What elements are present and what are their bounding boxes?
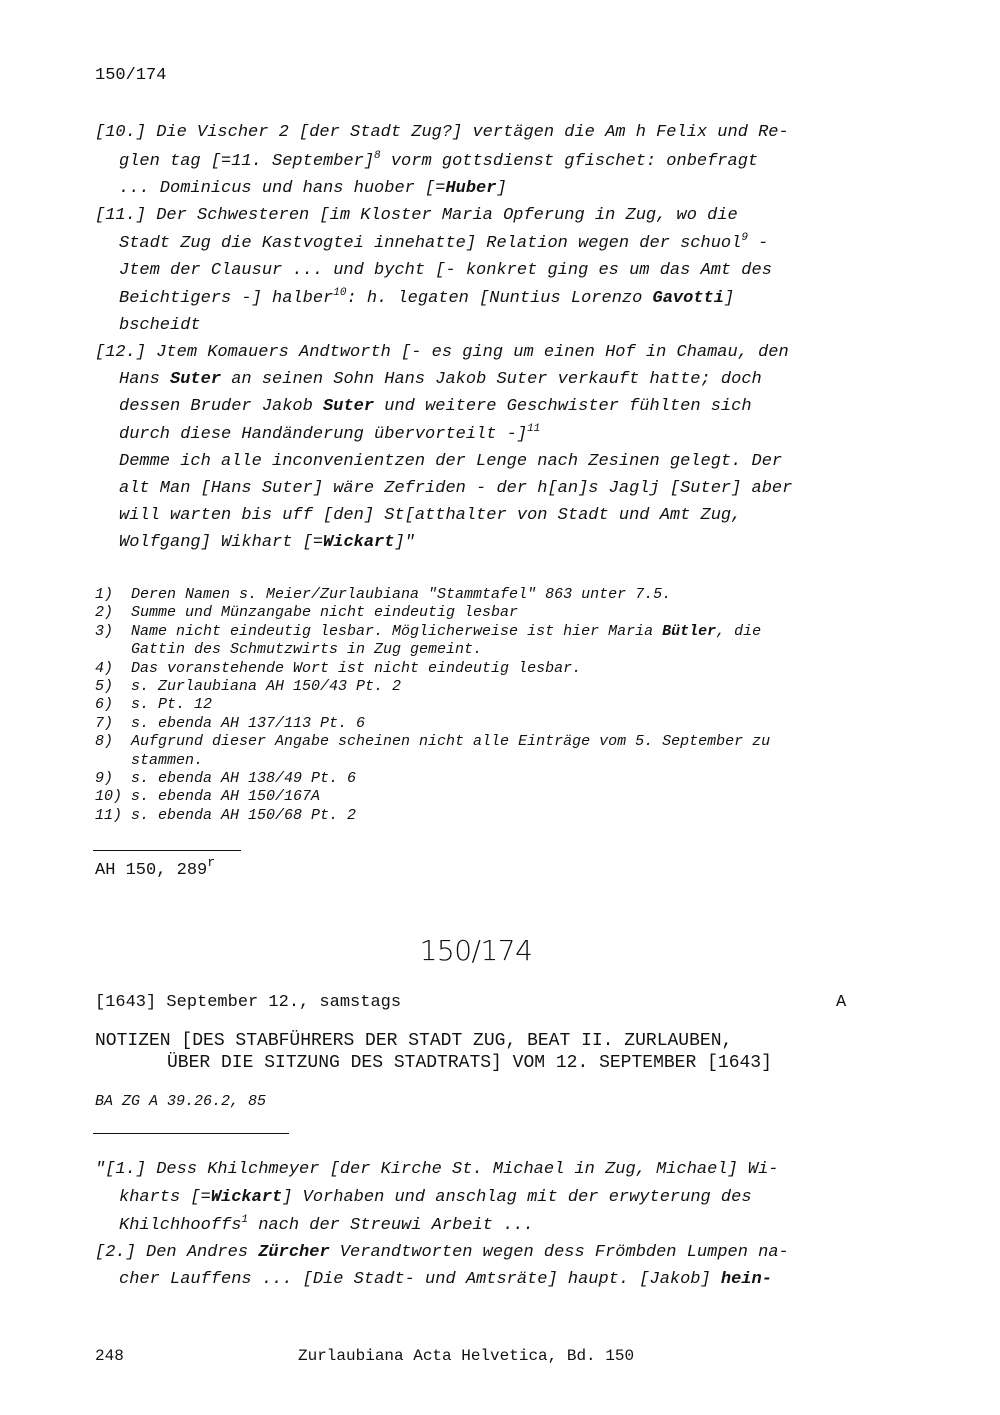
footnote-text [131, 586, 671, 603]
text-run: s. Zurlaubiana AH 150/43 Pt. 2 [131, 678, 402, 695]
text-run: s. ebenda AH 137/113 Pt. 6 [131, 714, 366, 732]
text-run: durch diese Handänderung übervorteilt -] [119, 425, 528, 444]
bold-name: Suter [170, 370, 222, 389]
footnote-text [131, 733, 770, 750]
line-text [119, 506, 741, 525]
bold-name: Zürcher [258, 1243, 330, 1262]
text-run: Aufgrund dieser Angabe scheinen nicht alle Einträge vom 5. September zu [131, 733, 771, 751]
document-date: [1643] September 12., samstags [95, 993, 402, 1012]
text-run: ] Vorhaben und anschlag mit der erwyterung des [282, 1188, 752, 1207]
bold-name: Huber [445, 179, 497, 198]
footnote-number: 3) [95, 622, 114, 640]
text-run: ] [496, 179, 507, 198]
text-run: s. ebenda AH 150/68 Pt. 2 [131, 806, 357, 824]
line-text [119, 452, 782, 471]
text-run: will warten bis uff [den] St[atthalter von Stadt und Amt Zug, [119, 506, 742, 525]
footnote-number: 2) [95, 604, 114, 622]
text-run: : h. legaten [Nuntius Lorenzo [346, 289, 653, 308]
text-run: stammen. [131, 751, 204, 769]
text-run: "[1.] Dess Khilchmeyer [der Kirche St. Michael in Zug, Michael] Wi- [95, 1160, 779, 1179]
text-run: an seinen Sohn Hans Jakob Suter verkauft hatte; doch [221, 370, 762, 389]
document-number: 150/174 [419, 934, 533, 967]
footnote-marker: 8 [374, 150, 381, 162]
line-text [119, 370, 762, 389]
text-run: ] [723, 289, 735, 308]
line-text [95, 206, 738, 225]
document-title-line2: ÜBER DIE SITZUNG DES STADTRATS] VOM 12. SEPTEMBER [1643] [167, 1053, 772, 1073]
text-run: dessen Bruder Jakob [119, 397, 324, 416]
text-run: vorm gottsdienst gfischet: onbefragt [380, 152, 759, 171]
text-run: nach der Streuwi Arbeit ... [248, 1216, 534, 1235]
text-run: Name nicht eindeutig lesbar. Möglicherweise ist hier Maria [131, 622, 663, 640]
footnote-marker: 1 [241, 1214, 249, 1226]
bold-name: Bütler [662, 622, 717, 640]
footnote-number: 9) [95, 770, 114, 787]
text-run: - [747, 234, 769, 253]
reference-rule [93, 850, 241, 851]
text-run: Jtem der Clausur ... und bycht [- konkret ging es um das Amt des [119, 261, 772, 280]
footnote-text [131, 770, 356, 787]
text-run: ... Dominicus und hans huober [= [119, 179, 446, 198]
line-text [119, 152, 758, 171]
text-run: Gattin des Schmutzwirts in Zug gemeint. [131, 641, 483, 659]
footnote-number: 10) [95, 788, 123, 806]
line-text [119, 1216, 534, 1235]
text-run: Das voranstehende Wort ist nicht eindeutig lesbar. [131, 659, 582, 677]
footnote-number: 1) [95, 586, 114, 603]
footnote-text [131, 715, 365, 732]
line-text [95, 1160, 779, 1179]
bold-name: Gavotti [652, 289, 724, 308]
line-text [119, 179, 507, 198]
text-run: cher Lauffens ... [Die Stadt- und Amtsräte] haupt. [Jakob] [119, 1270, 721, 1289]
text-run: Summe und Münzangabe nicht eindeutig lesbar [131, 604, 519, 622]
footnote-text [131, 696, 212, 713]
document-letter: A [836, 993, 847, 1012]
footnote-marker: 10 [333, 287, 347, 299]
text-run: Demme ich alle inconvenientzen der Lenge nach Zesinen gelegt. Der [119, 452, 783, 471]
text-run: Deren Namen s. Meier/Zurlaubiana "Stammtafel" 863 unter 7.5. [131, 586, 672, 603]
footnote-number: 7) [95, 714, 114, 732]
line-text [119, 316, 201, 335]
text-run: Verandtworten wegen dess Frömbden Lumpen na- [329, 1243, 789, 1262]
line-text [119, 425, 540, 444]
line-text [119, 289, 734, 308]
line-text [119, 397, 752, 416]
line-text [119, 479, 792, 498]
line-text [119, 1188, 752, 1207]
text-run: bscheidt [119, 316, 201, 335]
bold-name: Wickart [323, 533, 395, 552]
archive-reference-text: AH 150, 289 [95, 861, 208, 880]
text-run: s. ebenda AH 138/49 Pt. 6 [131, 770, 357, 787]
footnote-marker: 9 [741, 232, 748, 244]
source-rule [93, 1133, 289, 1134]
footnote-number: 11) [95, 806, 123, 824]
footnote-number: 6) [95, 696, 114, 714]
text-run: glen tag [=11. September] [119, 152, 375, 171]
text-run: Khilchhooffs [119, 1216, 242, 1235]
document-title-line1: NOTIZEN [DES STABFÜHRERS DER STADT ZUG, BEAT II. ZURLAUBEN, [95, 1031, 733, 1051]
footnote-number: 5) [95, 678, 114, 695]
footnote-text [131, 660, 581, 677]
line-text [95, 343, 789, 362]
archive-reference-sup: r [207, 855, 216, 870]
footnote-text [131, 604, 518, 621]
footnote-text [131, 623, 761, 640]
footnote-number: 4) [95, 659, 114, 677]
text-run: s. ebenda AH 150/167A [131, 788, 321, 806]
text-run: ]" [394, 533, 415, 552]
text-run: Wolfgang] Wikhart [= [119, 533, 324, 552]
text-run: und weitere Geschwister fühlten sich [374, 397, 752, 416]
text-run: Stadt Zug die Kastvogtei innehatte] Relation wegen der schuol [119, 234, 742, 253]
text-run: kharts [= [119, 1188, 211, 1207]
footnote-number: 8) [95, 733, 114, 751]
text-run: [12.] Jtem Komauers Andtworth [- es ging um einen Hof in Chamau, den [95, 343, 789, 362]
line-text [119, 234, 768, 253]
footnote-text [131, 752, 203, 769]
document-source: BA ZG A 39.26.2, 85 [95, 1093, 267, 1110]
text-run: Hans [119, 370, 171, 389]
footer-title: Zurlaubiana Acta Helvetica, Bd. 150 [298, 1347, 635, 1365]
text-run: Beichtigers -] halber [119, 289, 334, 308]
footnote-text [131, 807, 356, 824]
archive-reference [95, 855, 216, 880]
footnote-text [131, 788, 320, 805]
footnote-text [131, 641, 482, 658]
running-header: 150/174 [95, 66, 167, 85]
text-run: [10.] Die Vischer 2 [der Stadt Zug?] vertägen die Am h Felix und Re- [95, 123, 789, 142]
footer-page-number: 248 [95, 1347, 124, 1365]
bold-name: hein- [720, 1270, 772, 1289]
line-text [119, 1270, 772, 1289]
text-run: [11.] Der Schwesteren [im Kloster Maria Opferung in Zug, wo die [95, 206, 738, 225]
line-text [95, 123, 789, 142]
text-run: , die [716, 622, 762, 640]
text-run: alt Man [Hans Suter] wäre Zefriden - der h[an]s Jaglj [Suter] aber [119, 479, 793, 498]
bold-name: Wickart [210, 1188, 283, 1207]
line-text [119, 261, 772, 280]
footnote-marker: 11 [527, 423, 541, 435]
line-text [119, 533, 415, 552]
bold-name: Suter [323, 397, 375, 416]
text-run: [2.] Den Andres [95, 1243, 259, 1262]
text-run: s. Pt. 12 [131, 696, 213, 714]
line-text [95, 1243, 789, 1262]
footnote-text [131, 678, 401, 695]
